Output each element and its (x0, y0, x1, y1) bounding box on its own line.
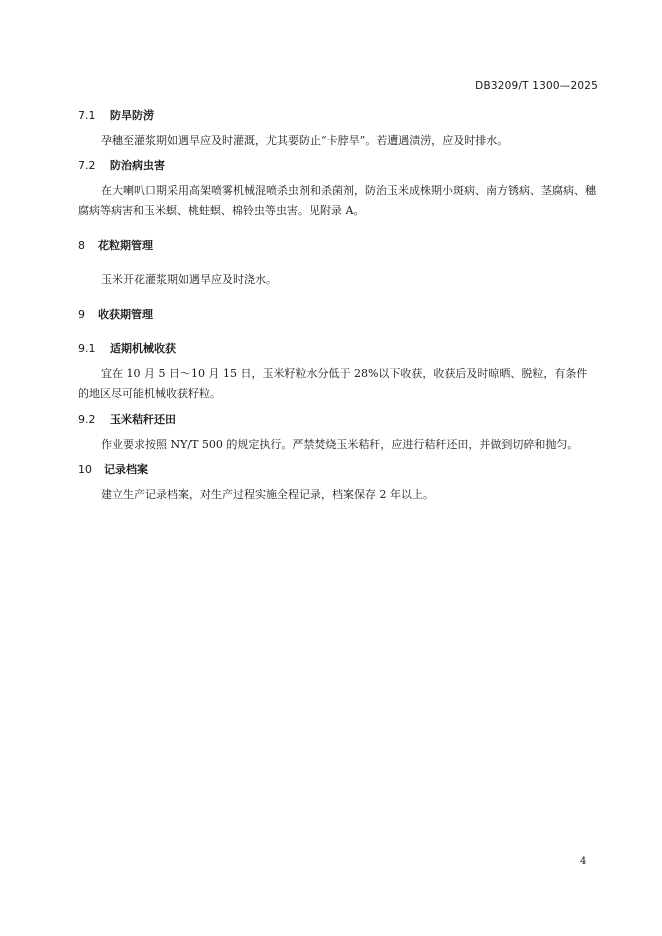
section-heading-9-2 (78, 411, 176, 427)
section-number: 7.1 (78, 109, 96, 122)
section-number: 9.2 (78, 413, 96, 426)
section-heading-7-2 (78, 157, 165, 173)
section-paragraph-10: 建立生产记录档案，对生产过程实施全程记录，档案保存 2 年以上。 (101, 488, 434, 501)
section-paragraph-7-2: 在大喇叭口期采用高架喷雾机械混喷杀虫剂和杀菌剂，防治玉米成株期小斑病、南方锈病、茎腐病、穗腐病等病害和玉米螟、桃蛀螟、棉铃虫等虫害。见附录 A。 (78, 184, 596, 217)
section-heading-9-1 (78, 340, 176, 356)
section-paragraph-7-1: 孕穗至灌浆期如遇旱应及时灌溉，尤其要防止“卡脖旱”。若遭遇渍涝，应及时排水。 (101, 134, 509, 147)
section-title: 防旱防涝 (110, 109, 154, 122)
section-number: 9.1 (78, 342, 96, 355)
section-heading-10 (78, 461, 148, 477)
section-number: 7.2 (78, 159, 96, 172)
section-heading-9 (78, 306, 153, 322)
section-paragraph-9-1: 宜在 10 月 5 日～10 月 15 日，玉米籽粒水分低于 28%以下收获，收获后及时晾晒、脱粒，有条件的地区尽可能机械收获籽粒。 (78, 367, 588, 400)
section-title: 适期机械收获 (110, 342, 176, 355)
section-title: 玉米秸秆还田 (110, 413, 176, 426)
section-title: 花粒期管理 (98, 239, 153, 252)
section-number: 8 (78, 239, 85, 252)
section-heading-8 (78, 237, 153, 253)
section-paragraph-9-2: 作业要求按照 NY/T 500 的规定执行。严禁焚烧玉米秸秆，应进行秸秆还田，并做到切碎和抛匀。 (101, 438, 579, 451)
section-title: 防治病虫害 (110, 159, 165, 172)
section-number: 9 (78, 308, 85, 321)
section-title: 记录档案 (104, 463, 148, 476)
page-number: 4 (580, 856, 587, 867)
section-heading-7-1 (78, 107, 154, 123)
section-number: 10 (78, 463, 92, 476)
section-title: 收获期管理 (98, 308, 153, 321)
document-code: DB3209/T 1300—2025 (475, 80, 598, 92)
section-paragraph-8: 玉米开花灌浆期如遇旱应及时浇水。 (101, 273, 277, 286)
